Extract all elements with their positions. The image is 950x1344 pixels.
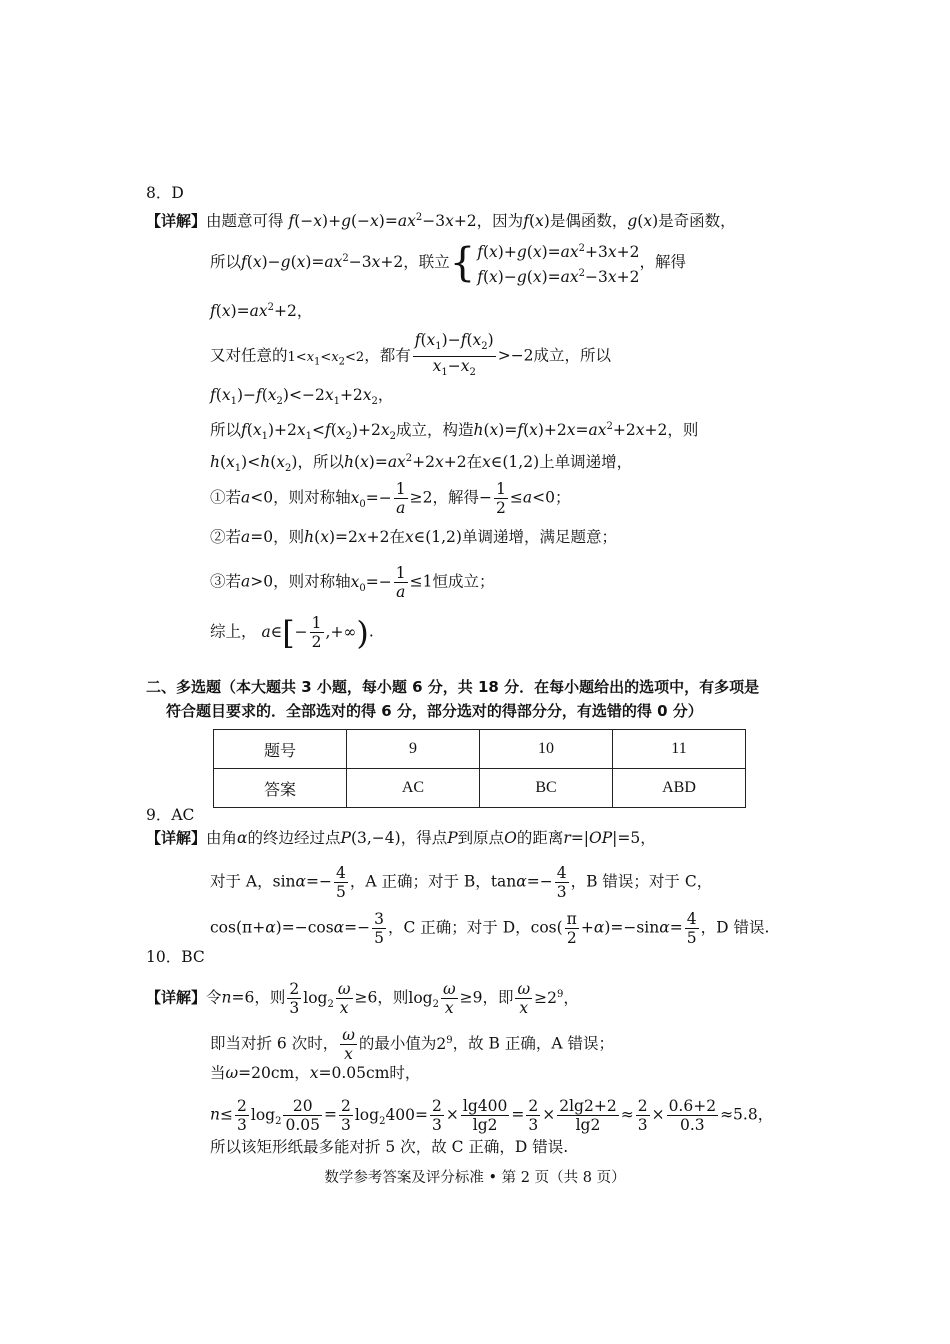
q8-line-6 xyxy=(210,416,698,448)
fraction: $\frac{\pi}{2}$ xyxy=(566,910,577,947)
math: = xyxy=(511,1105,525,1124)
math: $f(-x)+g(-x)=ax^2-3x+2$ xyxy=(288,212,477,231)
math: x∈(1,2) xyxy=(404,528,462,546)
fraction: $\frac{1}{a}$ xyxy=(395,480,406,517)
fraction: $\frac{4}{5}$ xyxy=(686,910,697,947)
text: 成立，所以 xyxy=(533,346,612,365)
math: × xyxy=(651,1105,665,1124)
q9-tag: 【详解】 xyxy=(146,829,207,847)
math: α xyxy=(237,829,248,847)
math: × xyxy=(445,1105,459,1124)
fraction: $\frac{\omega}{x}$ xyxy=(342,1026,355,1063)
q8-line-1 xyxy=(146,207,736,232)
q8-line-4 xyxy=(210,331,611,382)
text: 由角 xyxy=(206,829,238,847)
text: 到原点 xyxy=(457,829,505,847)
text: 当 xyxy=(210,1064,226,1082)
brace: { xyxy=(449,240,476,287)
text: 即当对折 6 次时， xyxy=(210,1034,339,1053)
math: $\log_2400=$ xyxy=(354,1105,429,1127)
math: a∈[− xyxy=(261,613,308,652)
text: 恒成立； xyxy=(432,572,495,591)
math: tanα=− xyxy=(490,872,553,891)
fraction: $\frac{1}{2}$ xyxy=(311,614,322,651)
fraction: $\frac{\lg 400}{\lg 2}$ xyxy=(462,1097,508,1134)
q9-line-3 xyxy=(210,910,769,947)
math: ≈ xyxy=(620,1105,634,1124)
text: ，则 xyxy=(273,528,305,546)
fraction: $\frac{1}{2}$ xyxy=(496,480,506,517)
q8-case-1 xyxy=(210,480,571,517)
fraction: $\frac{2}{3}$ xyxy=(637,1097,648,1134)
table-cell: 题号 xyxy=(214,730,347,769)
text: ，即 xyxy=(482,988,514,1007)
math: ≥9 xyxy=(459,988,483,1007)
table-cell: 9 xyxy=(347,730,480,769)
math: a>0 xyxy=(241,572,274,591)
q8-conclusion xyxy=(210,614,374,651)
math: $x_0=-$ xyxy=(350,572,392,594)
text: ，所以 xyxy=(297,453,344,472)
text: 在 xyxy=(389,528,405,546)
math: ≤a<0 xyxy=(509,488,555,507)
fraction: $\frac{1}{a}$ xyxy=(395,564,406,601)
page-footer: 数学参考答案及评分标准 • 第 2 页（共 8 页） xyxy=(324,1170,626,1186)
text: ，则 xyxy=(254,988,286,1007)
q8-case-3 xyxy=(210,564,495,601)
math: P(3,−4) xyxy=(340,829,401,847)
math: $f(x)-g(x)=ax^2-3x+2$ xyxy=(241,253,404,272)
table-cell: BC xyxy=(480,769,613,808)
math: cos( xyxy=(530,918,563,937)
q10-line-3 xyxy=(210,1062,420,1084)
math: $\log_2$ xyxy=(408,988,439,1010)
answer-table xyxy=(213,729,746,808)
math: ≥2 xyxy=(409,488,433,507)
math: $h(x)=ax^2+2x+2$ xyxy=(343,453,467,472)
math: ,+∞) xyxy=(325,613,369,652)
math: g(x) xyxy=(627,212,659,231)
q8-tag: 【详解】 xyxy=(146,212,207,231)
section-2-subtitle: 符合题目要求的．全部选对的得 6 分，部分选对的得部分分，有选错的得 0 分） xyxy=(166,702,703,720)
table-cell: AC xyxy=(347,769,480,808)
table-row xyxy=(214,769,746,808)
fraction: $\frac{2}{3}$ xyxy=(236,1097,247,1134)
text: 时， xyxy=(389,1064,421,1082)
math: n≤ xyxy=(210,1105,233,1124)
math: ≈5.8， xyxy=(720,1105,774,1124)
math: $\log_2$ xyxy=(250,1105,282,1127)
math: $f(x)=ax^2+2$， xyxy=(210,302,313,321)
math: $2^9$ xyxy=(436,1034,453,1053)
text: 由题意可得 xyxy=(206,212,284,231)
fraction: $\frac{20}{0.05}$ xyxy=(285,1097,320,1134)
fraction: $\frac{3}{5}$ xyxy=(374,910,384,947)
text: ，则对称轴 xyxy=(273,488,351,507)
text: 对于 A， xyxy=(210,872,273,891)
math: P xyxy=(447,829,458,847)
text: ②若 xyxy=(210,528,242,546)
math: $f(x_1)+2x_1<f(x_2)+2x_2$ xyxy=(241,421,396,443)
math: $\log_2$ xyxy=(303,988,334,1010)
text: 令 xyxy=(206,988,222,1007)
fraction: $\frac{f(x_1)-f(x_2)}{x_1-x_2}$ xyxy=(414,331,494,379)
text: ，联立 xyxy=(403,253,450,272)
text: ，则对称轴 xyxy=(273,572,351,591)
text: 的最小值为 xyxy=(358,1034,437,1053)
text: ， xyxy=(294,1064,310,1082)
text: 单调递增，满足题意； xyxy=(461,528,617,546)
fraction: $\frac{2}{3}$ xyxy=(432,1097,442,1134)
math: x=0.05cm xyxy=(309,1064,390,1082)
text: ； xyxy=(554,488,571,507)
text: ，A 正确；对于 B， xyxy=(349,872,491,891)
q8-line-3 xyxy=(210,297,312,322)
math: O xyxy=(504,829,517,847)
math: ≤1 xyxy=(409,572,433,591)
math: $x_0=-$ xyxy=(350,488,392,510)
q10-tag: 【详解】 xyxy=(146,988,207,1007)
text: ，解得 xyxy=(639,253,686,272)
q8-line-5 xyxy=(210,384,393,413)
text: ，因为 xyxy=(476,212,524,231)
math: sinα=− xyxy=(272,872,332,891)
fraction: $\frac{2}{3}$ xyxy=(528,1097,539,1134)
table-cell: ABD xyxy=(613,769,746,808)
text: ①若 xyxy=(210,488,242,507)
text: ，解得 xyxy=(432,488,479,507)
math: $h(x)=f(x)+2x=ax^2+2x+2$ xyxy=(473,421,668,440)
q8-line-7 xyxy=(210,448,632,480)
math: ω=20cm xyxy=(225,1064,295,1082)
q10-line-5: 所以该矩形纸最多能对折 5 次，故 C 正确，D 错误. xyxy=(210,1138,569,1156)
q10-line-4 xyxy=(210,1097,773,1134)
math: $\ge 2^9$， xyxy=(534,988,579,1007)
text: 上单调递增， xyxy=(539,453,633,472)
math: x∈(1,2) xyxy=(482,453,540,472)
q8-case-2 xyxy=(210,526,617,548)
math: a=0 xyxy=(241,528,274,546)
text: 是偶函数， xyxy=(549,212,628,231)
text: ，故 B 正确，A 错误； xyxy=(452,1034,614,1053)
text: 又对任意的 xyxy=(210,346,288,365)
math: r=|OP|=5， xyxy=(563,829,656,847)
text: 所以 xyxy=(210,421,242,440)
q10-line-1 xyxy=(146,980,579,1017)
fraction: $\frac{\omega}{x}$ xyxy=(517,980,531,1017)
fraction: $\frac{0.6+2}{0.3}$ xyxy=(668,1097,717,1134)
text: ，B 错误；对于 C， xyxy=(570,872,713,891)
math: $h(x_1)<h(x_2)$ xyxy=(210,453,298,475)
math: n=6 xyxy=(221,988,255,1007)
text: 的终边经过点 xyxy=(247,829,341,847)
table-cell: 10 xyxy=(480,730,613,769)
text: ③若 xyxy=(210,572,242,591)
math: f(x) xyxy=(523,212,550,231)
table-cell: 11 xyxy=(613,730,746,769)
text: ，则 xyxy=(377,988,409,1007)
text: ，D 错误. xyxy=(700,918,770,937)
math: $1<x_1<x_2<2$ xyxy=(287,349,365,368)
math: h(x)=2x+2 xyxy=(304,528,390,546)
text: ，都有 xyxy=(364,346,411,365)
math: +α)=−sinα= xyxy=(580,918,683,937)
q10-line-2 xyxy=(210,1026,614,1063)
math: $f(x_1)-f(x_2)<-2x_1+2x_2$， xyxy=(210,386,394,408)
q9-line-1 xyxy=(146,827,656,849)
text: ，C 正确；对于 D， xyxy=(388,918,531,937)
math: = xyxy=(323,1105,337,1124)
fraction: $\frac{4}{5}$ xyxy=(335,864,346,901)
fraction: $\frac{\omega}{x}$ xyxy=(337,980,351,1017)
text: 是奇函数， xyxy=(658,212,736,231)
fraction: $\frac{4}{3}$ xyxy=(556,864,567,901)
text: . xyxy=(368,622,374,641)
math: >−2 xyxy=(497,346,534,365)
math: − xyxy=(479,488,492,507)
text: 所以 xyxy=(210,253,242,272)
math: × xyxy=(542,1105,556,1124)
equation-system: $f(x)+g(x)=ax^2+3x+2$ $f(x)-g(x)=ax^2-3x+2$ xyxy=(477,243,640,287)
table-row xyxy=(214,730,746,769)
text: 成立，构造 xyxy=(395,421,474,440)
text: 的距离 xyxy=(516,829,564,847)
text: 综上， xyxy=(210,622,257,641)
math: a<0 xyxy=(241,488,274,507)
q8-heading: 8．D xyxy=(146,184,184,202)
fraction: $\frac{\omega}{x}$ xyxy=(442,980,456,1017)
math: ≥6 xyxy=(354,988,378,1007)
fraction: $\frac{2\lg 2+2}{\lg 2}$ xyxy=(559,1097,617,1134)
text: 在 xyxy=(466,453,483,472)
q8-line-2 xyxy=(210,238,686,288)
q9-line-2 xyxy=(210,864,712,901)
fraction: $\frac{2}{3}$ xyxy=(289,980,300,1017)
section-2-title: 二、多选题（本大题共 3 小题，每小题 6 分，共 18 分．在每小题给出的选项中，有多项是 xyxy=(146,678,760,696)
text: ，则 xyxy=(667,421,699,440)
q10-heading: 10．BC xyxy=(146,948,205,966)
text: ，得点 xyxy=(400,829,448,847)
table-cell: 答案 xyxy=(214,769,347,808)
q9-heading: 9．AC xyxy=(146,806,195,824)
fraction: $\frac{2}{3}$ xyxy=(340,1097,351,1134)
math: cos(π+α)=−cosα=− xyxy=(210,918,371,937)
